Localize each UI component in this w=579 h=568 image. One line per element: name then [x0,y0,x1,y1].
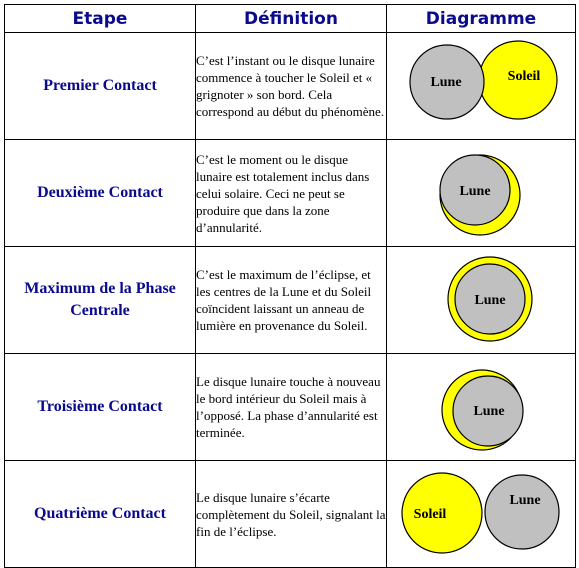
etape-cell: Deuxième Contact [5,140,196,247]
moon-disc [485,475,559,549]
header-definition: Définition [196,5,387,33]
definition-cell: Le disque lunaire s’écarte complètement du Soleil, signalant la fin de l’éclipse. [196,461,387,568]
moon-label: Lune [429,75,462,90]
definition-cell: C’est l’instant ou le disque lunaire commence à toucher le Soleil et « grignoter » son bord. Cela correspond au début du phénomène. [196,33,387,140]
fourth-contact-diagram [389,462,574,566]
table-row [5,33,576,140]
etape-cell: Maximum de la Phase Centrale [5,247,196,354]
moon-label: Lune [473,293,506,308]
moon-label: Lune [458,184,491,199]
second-contact-diagram [389,141,574,245]
etape-cell: Quatrième Contact [5,461,196,568]
first-contact-diagram [389,34,574,138]
definition-cell: C’est le moment ou le disque lunaire est totalement inclus dans celui solaire. Ceci ne peut se produire que dans la zone d’annularité. [196,140,387,247]
table-row [5,461,576,568]
header-etape: Etape [5,5,196,33]
eclipse-phases-table [4,4,576,568]
sun-label: Soleil [507,69,540,84]
table-row [5,140,576,247]
header-row [5,5,576,33]
diagram-cell [387,33,576,140]
header-diagramme: Diagramme [387,5,576,33]
diagram-cell [387,354,576,461]
moon-label: Lune [508,493,541,508]
third-contact-diagram [389,355,574,459]
diagram-cell [387,140,576,247]
definition-cell: Le disque lunaire touche à nouveau le bord intérieur du Soleil mais à l’opposé. La phase d’annularité est terminée. [196,354,387,461]
diagram-cell [387,247,576,354]
etape-cell: Troisième Contact [5,354,196,461]
etape-cell: Premier Contact [5,33,196,140]
sun-label: Soleil [413,507,446,522]
definition-cell: C’est le maximum de l’éclipse, et les centres de la Lune et du Soleil coïncident laissant un anneau de lumière en provenance du Soleil. [196,247,387,354]
diagram-cell [387,461,576,568]
moon-label: Lune [472,404,505,419]
table-row [5,247,576,354]
maximum-diagram [389,248,574,352]
table-row [5,354,576,461]
